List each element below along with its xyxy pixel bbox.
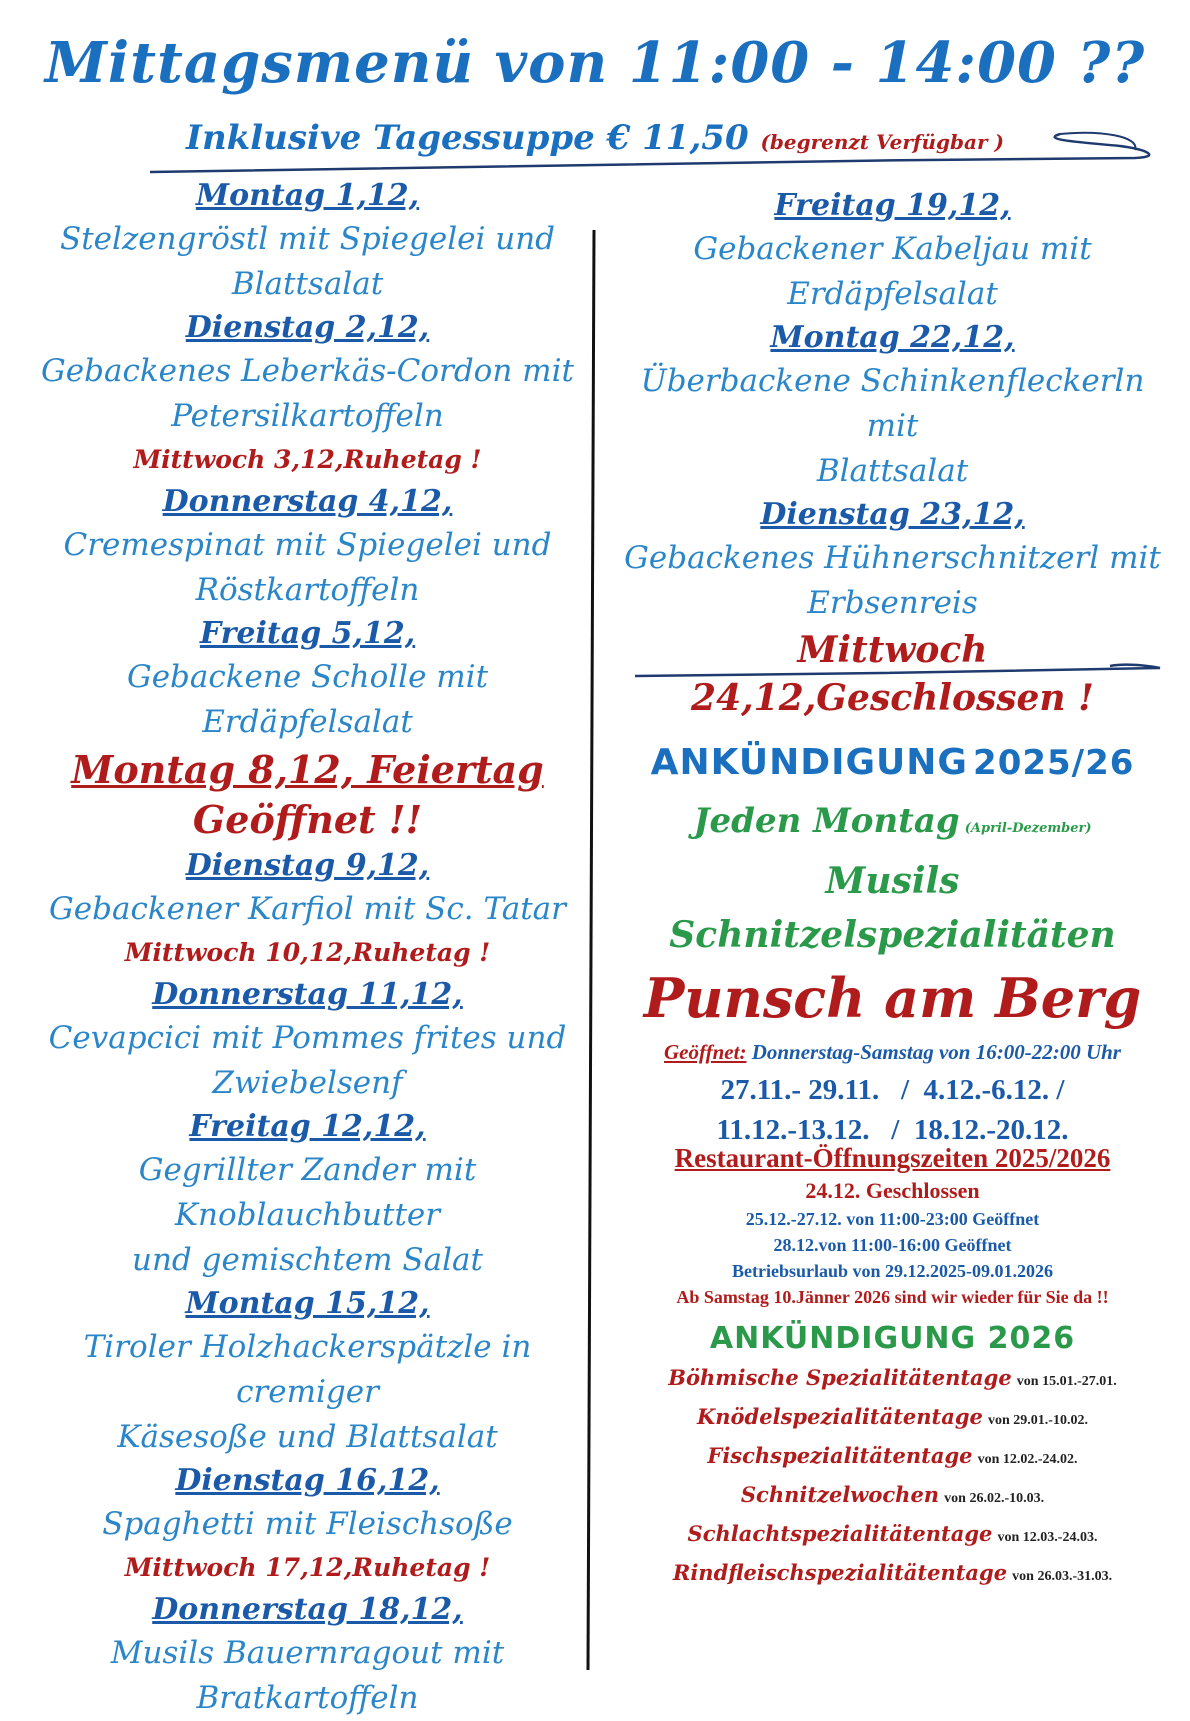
dish-line: Bratkartoffeln (196, 1680, 419, 1716)
dish-line: Spaghetti mit Fleischsoße (102, 1506, 513, 1542)
specialty-name: Fischspezialitätentage (707, 1443, 973, 1468)
specialty-item (615, 1555, 1170, 1594)
announcement-year: 2025/26 (973, 743, 1135, 783)
day-heading: Donnerstag 11,12, (152, 977, 463, 1012)
menu-right-column (615, 185, 1170, 722)
subtitle-text: Inklusive Tagessuppe € 11,50 (186, 118, 749, 158)
day-heading: Montag 15,12, (185, 1286, 430, 1321)
jeden-montag: Jeden Montag (693, 801, 960, 841)
closed-notice: Mittwoch 17,12,Ruhetag ! (124, 1553, 491, 1582)
punsch-hours (615, 1036, 1170, 1070)
day-heading: Dienstag 23,12, (760, 497, 1025, 532)
hours-line: Ab Samstag 10.Jänner 2026 sind wir wieder für Sie da !! (676, 1287, 1109, 1307)
geoeffnet-label: Geöffnet: (664, 1040, 747, 1064)
subtitle-note: (begrenzt Verfügbar ) (760, 130, 1004, 154)
holiday-open: Geöffnet !! (192, 797, 423, 842)
restaurant-hours-title: Restaurant-Öffnungszeiten 2025/2026 (674, 1143, 1111, 1173)
restaurant-hours-section (615, 1140, 1170, 1310)
dish-line: Stelzengröstl mit Spiegelei und (59, 221, 556, 257)
announcement-2026-section (615, 1318, 1170, 1594)
specialty-item (615, 1477, 1170, 1516)
specialty-range: von 12.02.-24.02. (977, 1452, 1078, 1467)
dish-line: Gebackene Scholle mit Erdäpfelsalat (126, 659, 489, 740)
announcement-heading (615, 740, 1170, 792)
specialty-range: von 26.03.-31.03. (1012, 1569, 1113, 1584)
dish-line: Petersilkartoffeln (171, 398, 444, 434)
specialty-name: Schnitzelwochen (740, 1482, 940, 1507)
punsch-dates-1: 27.11.- 29.11. / 4.12.-6.12. / (720, 1074, 1065, 1106)
dish-line: Cevapcici mit Pommes frites und (48, 1020, 567, 1056)
menu-left-column (20, 175, 595, 1721)
specialty-item (615, 1438, 1170, 1477)
day-heading: Dienstag 2,12, (185, 310, 430, 345)
specialty-name: Knödelspezialitätentage (697, 1404, 983, 1429)
punsch-title: Punsch am Berg (643, 966, 1142, 1030)
dish-line: Gebackenes Leberkäs-Cordon mit (41, 353, 574, 389)
dish-line: Gebackener Karfiol mit Sc. Tatar (49, 891, 566, 927)
dish-line: Überbackene Schinkenfleckerln mit (640, 363, 1145, 444)
dish-line: Gegrillter Zander mit Knoblauchbutter (138, 1152, 477, 1233)
dish-line: Erdäpfelsalat (787, 276, 998, 312)
punsch-dates-2: 11.12.-13.12. / 18.12.-20.12. (716, 1114, 1069, 1146)
day-heading: Donnerstag 4,12, (162, 484, 453, 519)
header-underline (150, 134, 1149, 172)
specialty-range: von 12.03.-24.03. (997, 1530, 1098, 1545)
specialty-item (615, 1399, 1170, 1438)
day-heading: Dienstag 9,12, (185, 848, 430, 883)
day-heading: Montag 22,12, (770, 320, 1015, 355)
dish-line: Gebackener Kabeljau mit (693, 231, 1092, 267)
dish-line: Käsesoße und Blattsalat (117, 1419, 498, 1455)
dish-line: Röstkartoffeln (195, 572, 420, 608)
dish-line: Blattsalat (231, 266, 384, 302)
specialty-range: von 26.02.-10.03. (944, 1491, 1045, 1506)
specialty-range: von 15.01.-27.01. (1016, 1374, 1117, 1389)
specialty-item (615, 1516, 1170, 1555)
announcement-section (615, 740, 1170, 1150)
dish-line: Erbsenreis (807, 585, 978, 621)
hours-line: 28.12.von 11:00-16:00 Geöffnet (773, 1235, 1012, 1255)
announcement-2026-title: ANKÜNDIGUNG 2026 (709, 1321, 1076, 1356)
jeden-montag-line (615, 796, 1170, 854)
day-heading: Donnerstag 18,12, (152, 1592, 463, 1627)
day-heading: Freitag 5,12, (199, 616, 416, 651)
closed-notice: Mittwoch 10,12,Ruhetag ! (124, 938, 491, 967)
closed-notice: Mittwoch 24,12,Geschlossen ! (691, 629, 1094, 719)
holiday-heading: Montag 8,12, Feiertag (71, 747, 544, 792)
dish-line: Cremespinat mit Spiegelei und (63, 527, 552, 563)
specialty-item (615, 1360, 1170, 1399)
schnitzel-specialties: Musils Schnitzelspezialitäten (669, 860, 1116, 956)
day-heading: Freitag 19,12, (774, 188, 1011, 223)
specialty-name: Rindfleischspezialitätentage (672, 1560, 1008, 1585)
dish-line: Musils Bauernragout mit (110, 1635, 505, 1671)
dish-line: Tiroler Holzhackerspätzle in cremiger (83, 1329, 532, 1410)
geoeffnet-text: Donnerstag-Samstag von 16:00-22:00 Uhr (746, 1040, 1121, 1064)
day-heading: Dienstag 16,12, (175, 1463, 440, 1498)
dish-line: Blattsalat (816, 453, 969, 489)
hours-line: 24.12. Geschlossen (805, 1178, 980, 1203)
jeden-montag-note: (April-Dezember) (964, 821, 1092, 836)
day-heading: Freitag 12,12, (189, 1109, 426, 1144)
announcement-title: ANKÜNDIGUNG (650, 742, 968, 783)
dish-line: Gebackenes Hühnerschnitzerl mit (624, 540, 1161, 576)
specialty-name: Böhmische Spezialitätentage (668, 1365, 1012, 1390)
hours-line: Betriebsurlaub von 29.12.2025-09.01.2026 (731, 1261, 1053, 1281)
specialty-name: Schlachtspezialitätentage (687, 1521, 993, 1546)
page-title: Mittagsmenü von 11:00 - 14:00 ?? (44, 30, 1146, 96)
dish-line: Zwiebelsenf (212, 1065, 403, 1101)
closed-notice: Mittwoch 3,12,Ruhetag ! (133, 445, 482, 474)
day-heading: Montag 1,12, (195, 178, 420, 213)
hours-line: 25.12.-27.12. von 11:00-23:00 Geöffnet (745, 1209, 1040, 1229)
dish-line: und gemischtem Salat (132, 1242, 483, 1278)
specialty-range: von 29.01.-10.02. (988, 1413, 1088, 1428)
